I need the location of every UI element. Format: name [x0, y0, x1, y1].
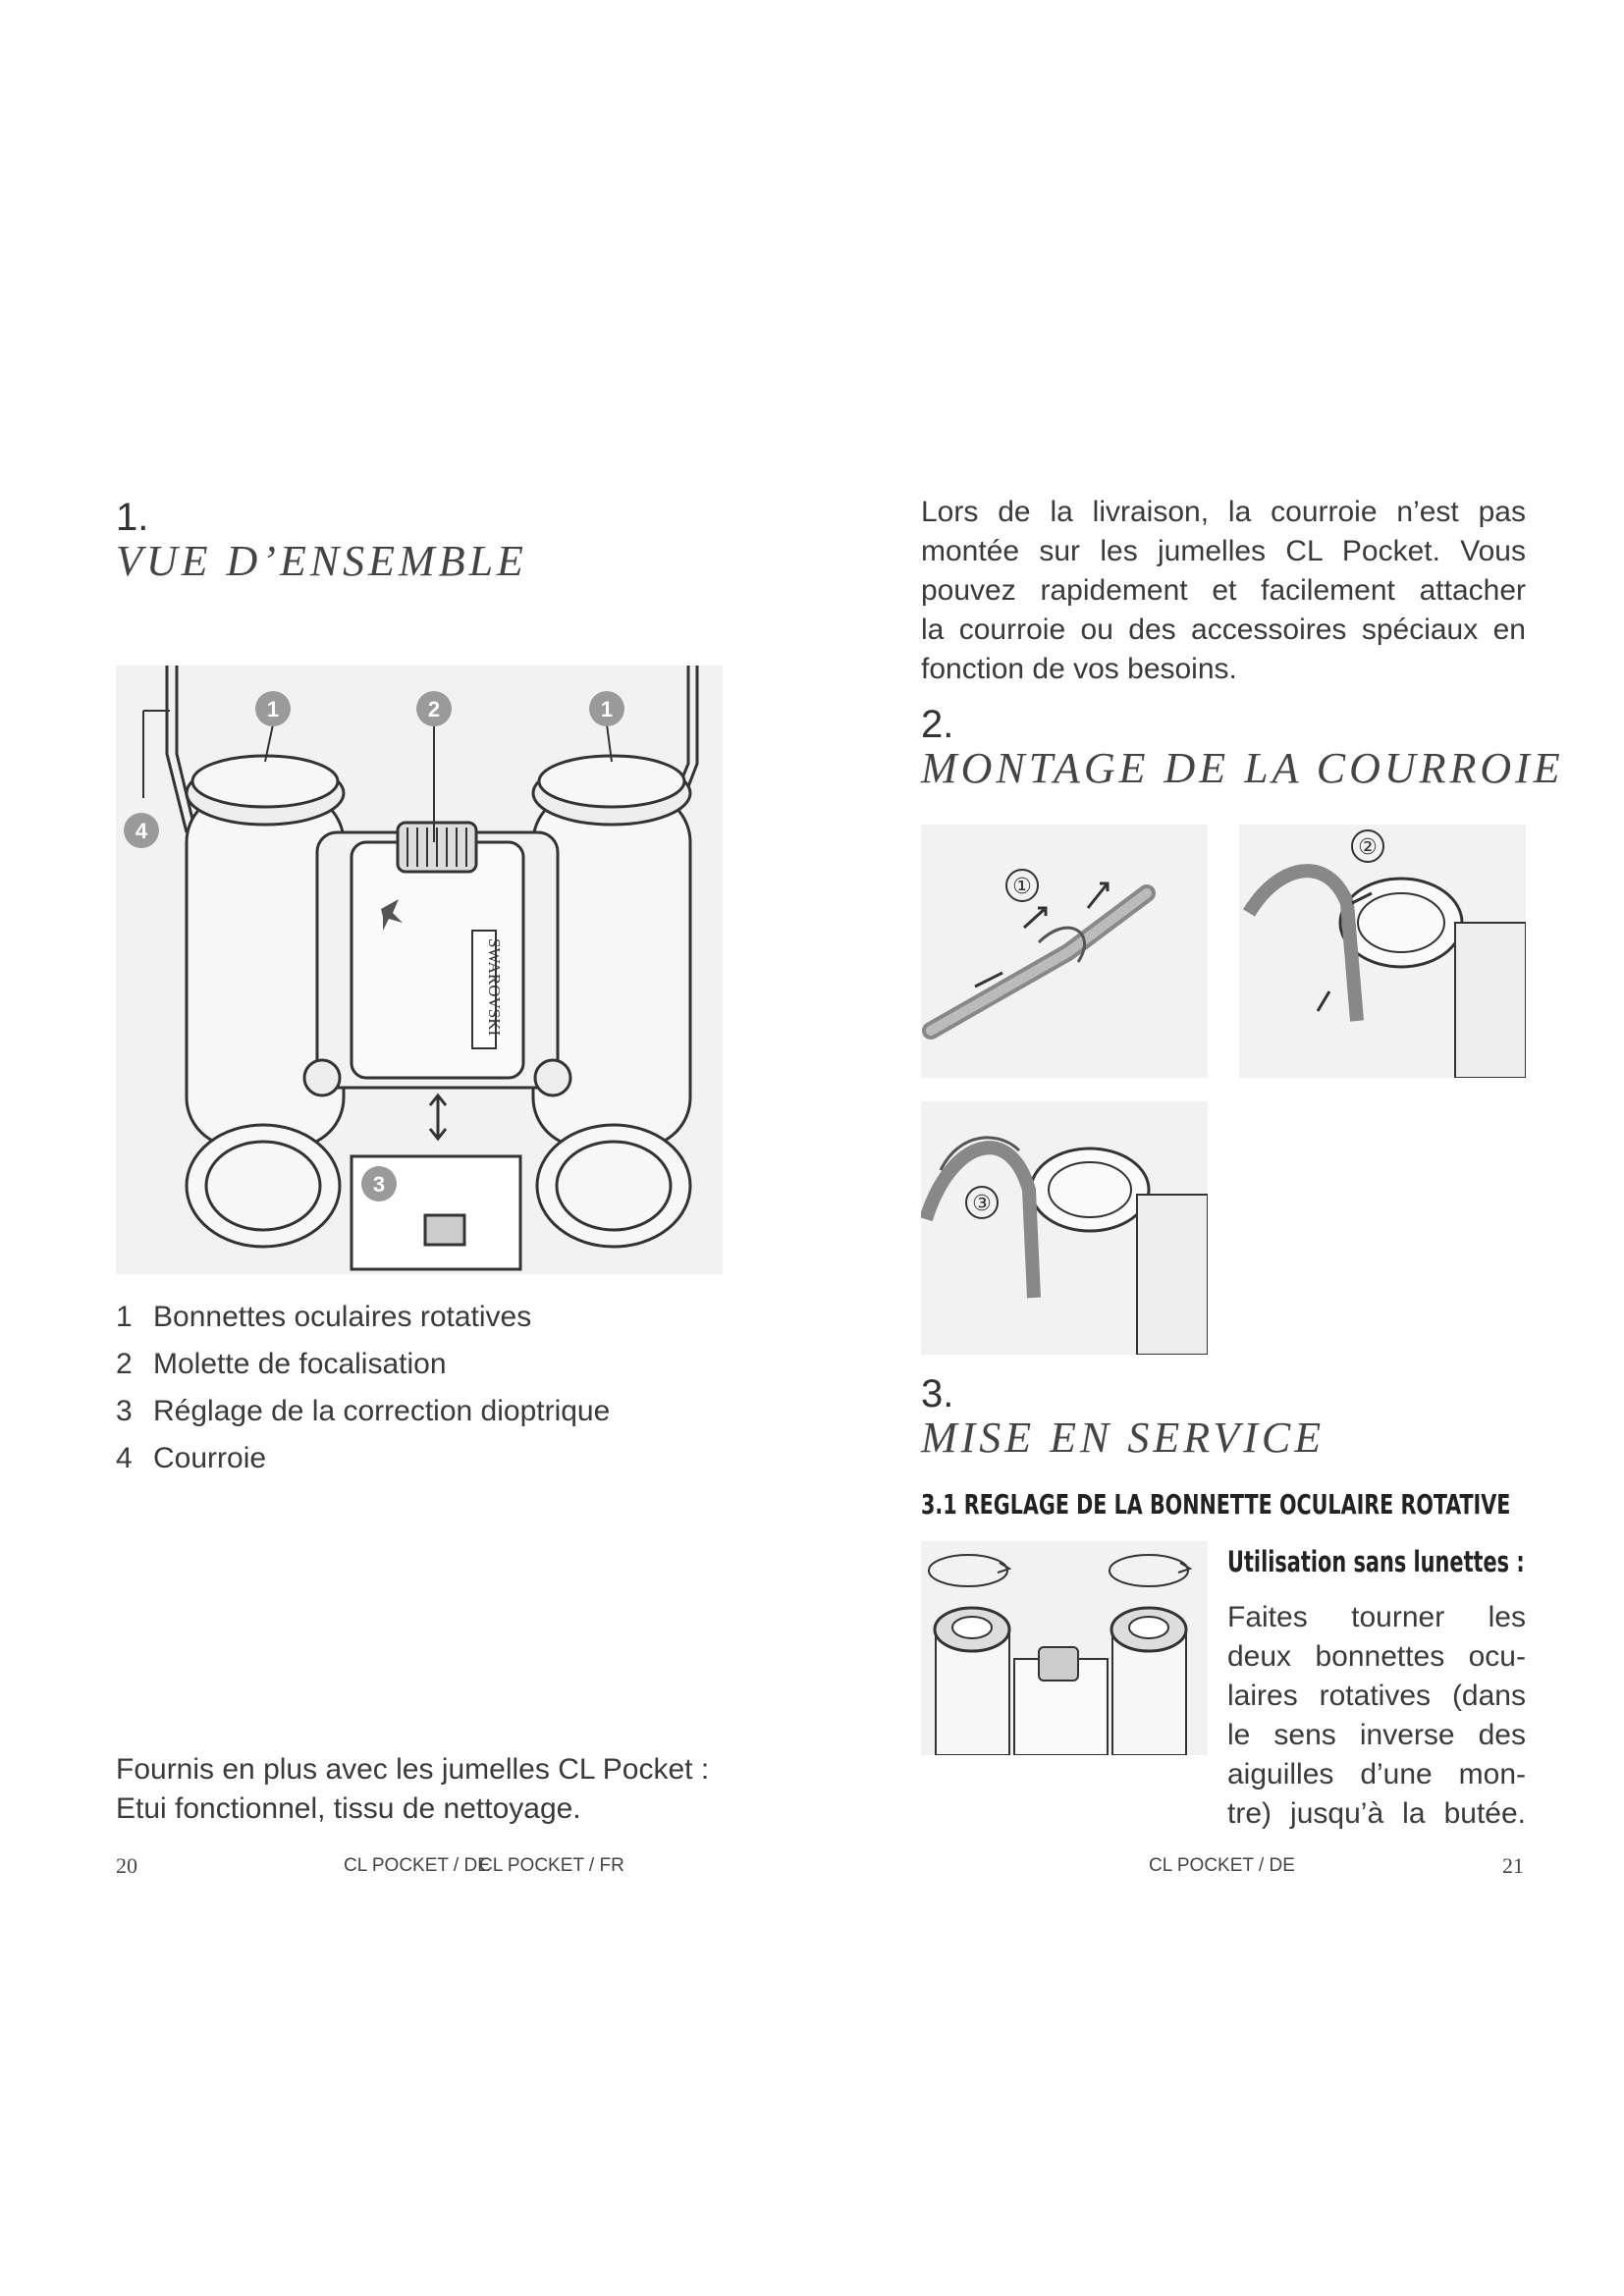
- strap-step-1-figure: [921, 825, 1208, 1078]
- binocular-overview-figure: [116, 666, 723, 1274]
- strap-step-2-label: ②: [1358, 835, 1378, 860]
- strap-step-3-label: ③: [972, 1192, 992, 1216]
- supplied-items-text: Fournis en plus avec les jumelles CL Pocket : Etui fonctionnel, tissu de nettoyage.: [116, 1753, 710, 1825]
- left-footer-label: CL POCKET / DE: [344, 1855, 490, 1876]
- eyecup-rotation-figure: [921, 1541, 1208, 1755]
- usage-without-glasses-heading: Utilisation sans lunettes :: [1227, 1545, 1525, 1578]
- callout-3: 3: [372, 1172, 386, 1197]
- strap-step-2-figure: [1239, 825, 1526, 1078]
- binocular-drawing: [116, 666, 723, 1274]
- right-footer-label: CL POCKET / DE: [1149, 1855, 1295, 1876]
- legend-item: 2 Molette de focalisation: [116, 1348, 447, 1380]
- strap-intro-text: Lors de la livraison, la courroie n’est pas montée sur les jumelles CL Pocket. Vous pouvez rapidement et facilement attacher la courroie ou des accessoires spéciaux en fonction de vos besoins.: [921, 496, 1526, 685]
- section-2-number: 2.: [921, 703, 954, 746]
- section-1-title: VUE D’ENSEMBLE: [116, 537, 527, 585]
- usage-instructions-text: Faites tourner les deux bonnettes ocu- laires rotatives (dans le sens inverse des aiguilles d’une mon- tre) jusqu’à la butée.: [1227, 1601, 1526, 1830]
- section-3-title: MISE EN SERVICE: [921, 1414, 1326, 1462]
- parts-legend: [116, 1294, 610, 1482]
- left-page-number: 20: [116, 1853, 137, 1878]
- legend-item: 1 Bonnettes oculaires rotatives: [116, 1301, 532, 1333]
- legend-item: 3 Réglage de la correction dioptrique: [116, 1395, 611, 1427]
- strap-step-3-figure: [921, 1101, 1208, 1355]
- callout-2: 2: [427, 697, 441, 721]
- callout-1-left: 1: [266, 697, 280, 721]
- right-page-number: 21: [1502, 1853, 1524, 1878]
- callout-1-right: 1: [600, 697, 614, 721]
- section-3-number: 3.: [921, 1372, 954, 1415]
- brand-text: SWAROVSKI: [485, 938, 504, 1037]
- section-2-title: MONTAGE DE LA COURROIE: [921, 744, 1564, 792]
- section-1-number: 1.: [116, 496, 149, 539]
- subsection-3-1-heading: 3.1 REGLAGE DE LA BONNETTE OCULAIRE ROTATIVE: [921, 1488, 1511, 1521]
- legend-item: 4 Courroie: [116, 1442, 267, 1474]
- callout-4: 4: [135, 819, 148, 843]
- left-footer-label-overlay: CL POCKET / FR: [479, 1855, 624, 1876]
- strap-step-1-label: ①: [1012, 875, 1032, 899]
